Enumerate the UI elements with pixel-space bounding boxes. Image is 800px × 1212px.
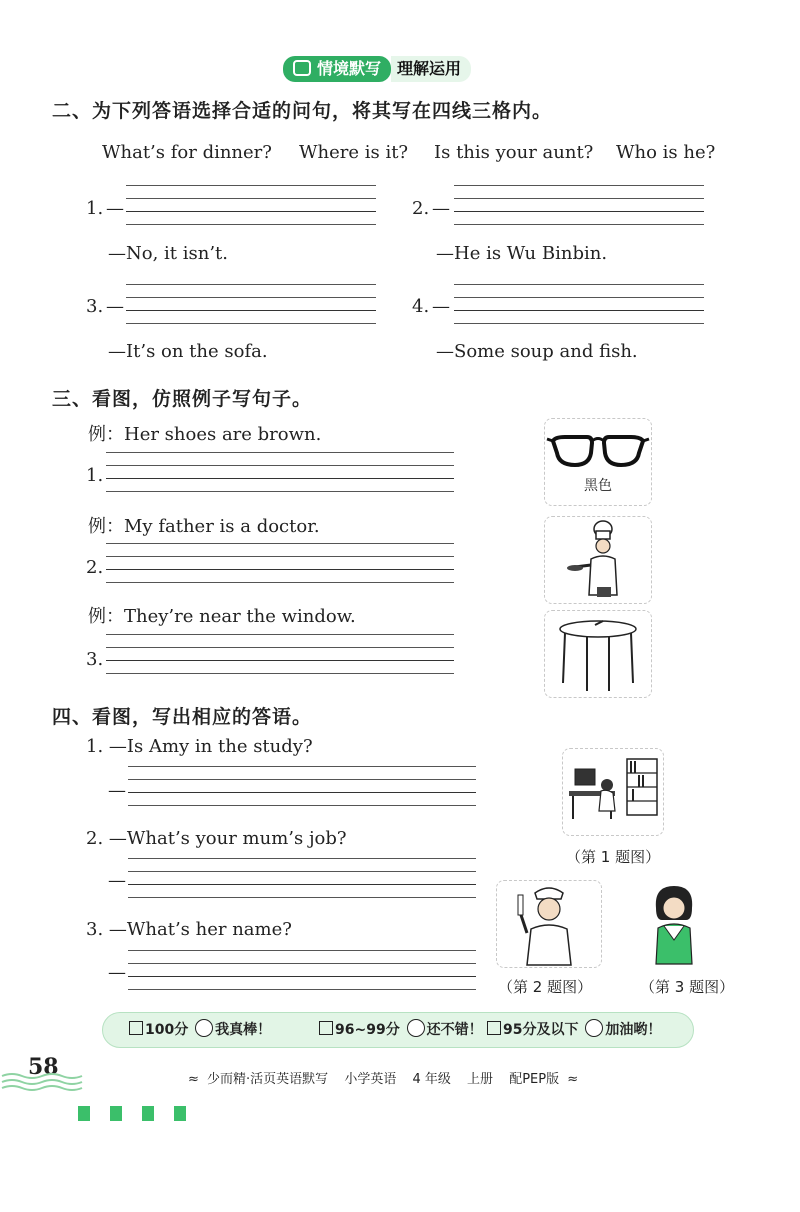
s2-item2-num: 2.: [412, 198, 430, 219]
footer-book-info: [188, 1068, 578, 1087]
wave-right-icon: ≈: [567, 1072, 579, 1087]
s2-item2-dash: —: [432, 198, 450, 219]
study-room-icon: [563, 749, 663, 835]
study-picture: [562, 748, 664, 836]
s2-item2-writing-lines[interactable]: [454, 185, 704, 225]
section3-title: 三、看图，仿照例子写句子。: [52, 388, 313, 410]
s3-item2-writing-lines[interactable]: [106, 543, 454, 583]
checkbox-icon[interactable]: [487, 1021, 501, 1035]
smile-face-icon: [407, 1019, 425, 1037]
checkbox-icon[interactable]: [319, 1021, 333, 1035]
header-subtitle: 理解运用: [391, 56, 471, 82]
s3-example-2: 例：My father is a doctor.: [88, 516, 320, 537]
option-2: Where is it?: [299, 142, 409, 163]
s4-item3-writing-lines[interactable]: [128, 950, 476, 990]
s4-item2-dash: —: [108, 870, 126, 891]
s4-question-2: 2. —What’s your mum’s job?: [86, 828, 347, 849]
footer-series: 少而精·活页英语默写: [207, 1072, 329, 1087]
chef-picture: [544, 516, 652, 604]
green-marker-3: [142, 1106, 154, 1121]
s3-item1-writing-lines[interactable]: [106, 452, 454, 492]
section4-title: 四、看图，写出相应的答语。: [52, 706, 313, 728]
score-option-2[interactable]: 96~99分 还不错！: [319, 1013, 483, 1047]
s2-item3-dash: —: [106, 296, 124, 317]
option-4: Who is he?: [616, 142, 716, 163]
s3-item3-num: 3.: [86, 649, 104, 670]
girl-picture: [646, 880, 702, 966]
caption-pic3: （第 3 题图）: [640, 978, 735, 996]
nurse-picture: [496, 880, 602, 968]
s2-item1-answer: —No, it isn’t.: [108, 243, 229, 264]
glasses-color-label: 黑色: [584, 478, 612, 494]
table-icon: [545, 611, 651, 697]
s3-example-3: 例：They’re near the window.: [88, 606, 356, 627]
s3-item3-writing-lines[interactable]: [106, 634, 454, 674]
s2-item3-answer: —It’s on the sofa.: [108, 341, 268, 362]
camera-icon: [293, 60, 311, 76]
s4-item2-writing-lines[interactable]: [128, 858, 476, 898]
header-badge-green: [283, 56, 391, 82]
glasses-icon: [545, 423, 651, 483]
chef-icon: [545, 517, 651, 603]
s2-item4-num: 4.: [412, 296, 430, 317]
s4-question-3: 3. —What’s her name?: [86, 919, 292, 940]
table-picture: [544, 610, 652, 698]
happy-face-icon: [195, 1019, 213, 1037]
s4-item3-dash: —: [108, 962, 126, 983]
option-3: Is this your aunt?: [434, 142, 594, 163]
s2-item1-num: 1.: [86, 198, 104, 219]
footer-volume: 上册: [467, 1072, 494, 1087]
s2-item3-num: 3.: [86, 296, 104, 317]
header-badge-text: 情境默写: [317, 59, 382, 78]
footer-edition: 配PEP版: [509, 1072, 560, 1087]
caption-pic2: （第 2 题图）: [498, 978, 593, 996]
option-1: What’s for dinner?: [102, 142, 272, 163]
checkbox-icon[interactable]: [129, 1021, 143, 1035]
s3-item2-num: 2.: [86, 557, 104, 578]
s3-example-1: 例：Her shoes are brown.: [88, 424, 322, 445]
s4-item1-writing-lines[interactable]: [128, 766, 476, 806]
cheer-face-icon: [585, 1019, 603, 1037]
s2-item4-answer: —Some soup and fish.: [436, 341, 638, 362]
score-option-3[interactable]: 95分及以下 加油哟！: [487, 1013, 661, 1047]
score-option-1[interactable]: 100分 我真棒！: [129, 1013, 271, 1047]
header-badge: [283, 56, 471, 82]
green-marker-2: [110, 1106, 122, 1121]
girl-icon: [646, 880, 702, 966]
s2-item1-dash: —: [106, 198, 124, 219]
s2-item2-answer: —He is Wu Binbin.: [436, 243, 608, 264]
s2-item4-writing-lines[interactable]: [454, 284, 704, 324]
s2-item1-writing-lines[interactable]: [126, 185, 376, 225]
footer-subject: 小学英语: [344, 1072, 397, 1087]
nurse-icon: [497, 881, 601, 967]
caption-pic1: （第 1 题图）: [566, 848, 661, 866]
glasses-picture: [544, 418, 652, 506]
s3-item1-num: 1.: [86, 465, 104, 486]
green-marker-1: [78, 1106, 90, 1121]
s4-question-1: 1. —Is Amy in the study?: [86, 736, 313, 757]
section2-title: 二、为下列答语选择合适的问句，将其写在四线三格内。: [52, 100, 553, 122]
s2-item3-writing-lines[interactable]: [126, 284, 376, 324]
s2-item4-dash: —: [432, 296, 450, 317]
footer-grade: 4 年级: [412, 1072, 451, 1087]
page-number: 58: [28, 1054, 59, 1080]
wave-decoration-icon: [0, 1070, 90, 1094]
wave-left-icon: ≈: [188, 1072, 199, 1087]
s4-item1-dash: —: [108, 780, 126, 801]
score-bar: [102, 1012, 694, 1048]
green-marker-4: [174, 1106, 186, 1121]
